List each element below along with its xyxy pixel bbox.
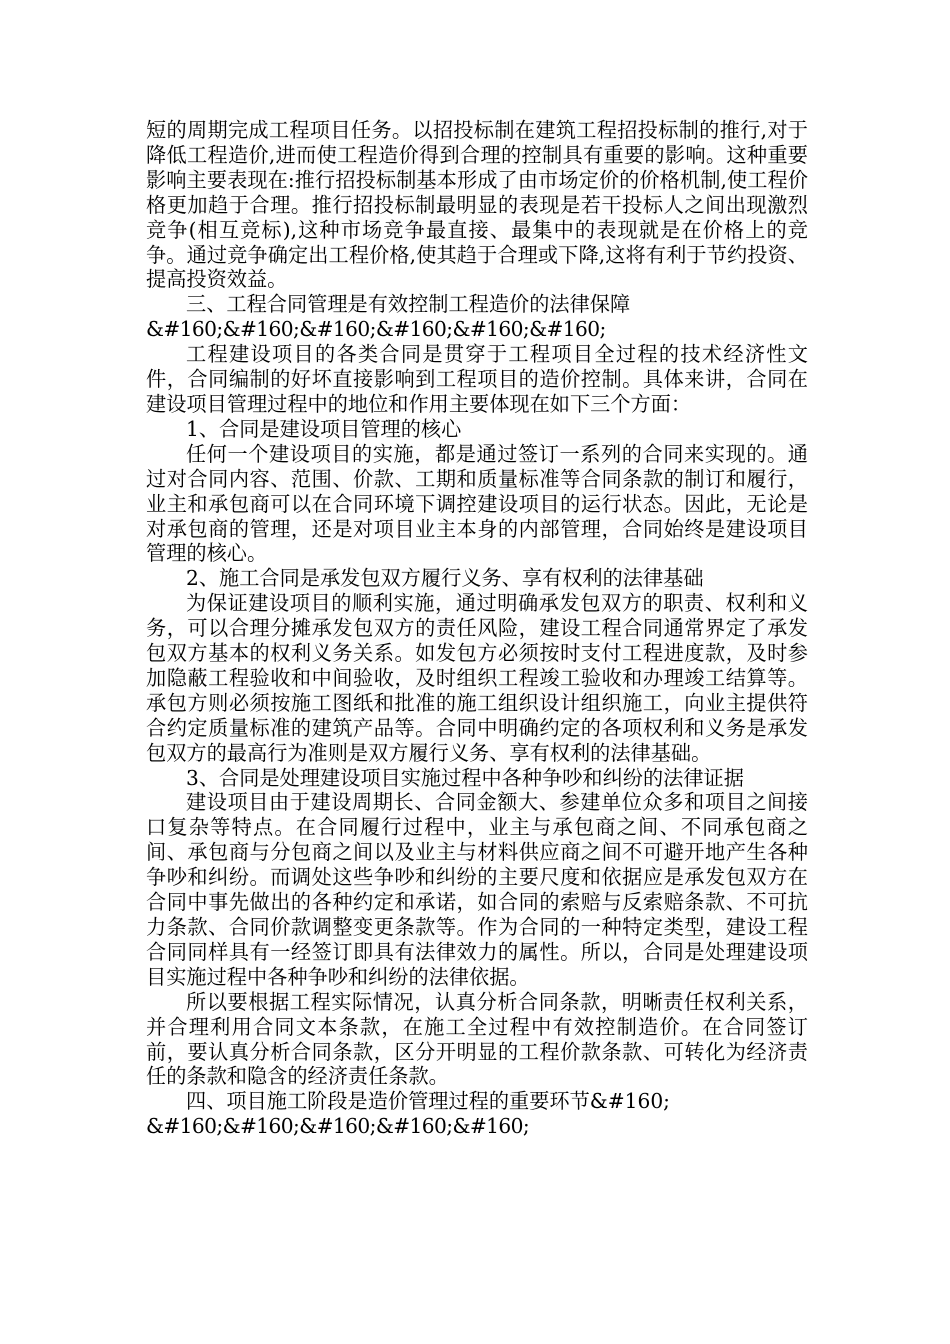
paragraph-legal-basis: 为保证建设项目的顺利实施，通过明确承发包双方的职责、权利和义务，可以合理分摊承发包双方的责任风险，建设工程合同通常界定了承发包双方基本的权利义务关系。如发包方必须按时支付工程进度款，及时参加隐蔽工程验收和中间验收，及时组织工程竣工验收和办理竣工结算等。承包方则必须按施工图纸和批准的施工组织设计组织施工，向业主提供符合约定质量标准的建筑产品等。合同中明确约定的各项权利和义务是承发包双方的最高行为准则是双方履行义务、享有权利的法律基础。 [146,591,808,765]
paragraph-contract-intro: 工程建设项目的各类合同是贯穿于工程项目全过程的技术经济性文件，合同编制的好坏直接影响到工程项目的造价控制。具体来讲，合同在建设项目管理过程中的地位和作用主要体现在如下三个方面： [146,342,808,416]
paragraph-contract-analysis: 所以要根据工程实际情况，认真分析合同条款，明晰责任权利关系，并合理利用合同文本条款，在施工全过程中有效控制造价。在合同签订前，要认真分析合同条款，区分开明显的工程价款条款、可转化为经济责任的条款和隐含的经济责任条款。 [146,989,808,1089]
entity-text-line: &#160;&#160;&#160;&#160;&#160;&#160; [146,317,606,342]
heading-construction-phase: 四、项目施工阶段是造价管理过程的重要环节&#160; [186,1089,670,1114]
heading-contract-management: 三、工程合同管理是有效控制工程造价的法律保障 [186,292,631,317]
subheading-contract-core: 1、合同是建设项目管理的核心 [186,416,462,441]
entity-text-line-end: &#160;&#160;&#160;&#160;&#160; [146,1114,530,1139]
paragraph-bidding-impact: 短的周期完成工程项目任务。以招投标制在建筑工程招投标制的推行,对于降低工程造价,进而使工程造价得到合理的控制具有重要的影响。这种重要影响主要表现在:推行招投标制基本形成了由市场定价的价格机制,使工程价格更加趋于合理。推行招投标制最明显的表现是若干投标人之间出现激烈竞争(相互竞标),这种市场竞争最直接、最集中的表现就是在价格上的竞争。通过竞争确定出工程价格,使其趋于合理或下降,这将有利于节约投资、提高投资效益。 [146,118,808,292]
subheading-dispute-evidence: 3、合同是处理建设项目实施过程中各种争吵和纠纷的法律证据 [186,765,744,790]
document-body [146,118,808,1139]
subheading-legal-basis: 2、施工合同是承发包双方履行义务、享有权利的法律基础 [186,566,704,591]
paragraph-contract-core: 任何一个建设项目的实施，都是通过签订一系列的合同来实现的。通过对合同内容、范围、价款、工期和质量标准等合同条款的制订和履行，业主和承包商可以在合同环境下调控建设项目的运行状态。因此，无论是对承包商的管理，还是对项目业主本身的内部管理，合同始终是建设项目管理的核心。 [146,441,808,566]
paragraph-dispute-evidence: 建设项目由于建设周期长、合同金额大、参建单位众多和项目之间接口复杂等特点。在合同履行过程中，业主与承包商之间、不同承包商之间、承包商与分包商之间以及业主与材料供应商之间不可避开地产生各种争吵和纠纷。而调处这些争吵和纠纷的主要尺度和依据应是承发包双方在合同中事先做出的各种约定和承诺，如合同的索赔与反索赔条款、不可抗力条款、合同价款调整变更条款等。作为合同的一种特定类型，建设工程合同同样具有一经签订即具有法律效力的属性。所以，合同是处理建设项目实施过程中各种争吵和纠纷的法律依据。 [146,790,808,989]
